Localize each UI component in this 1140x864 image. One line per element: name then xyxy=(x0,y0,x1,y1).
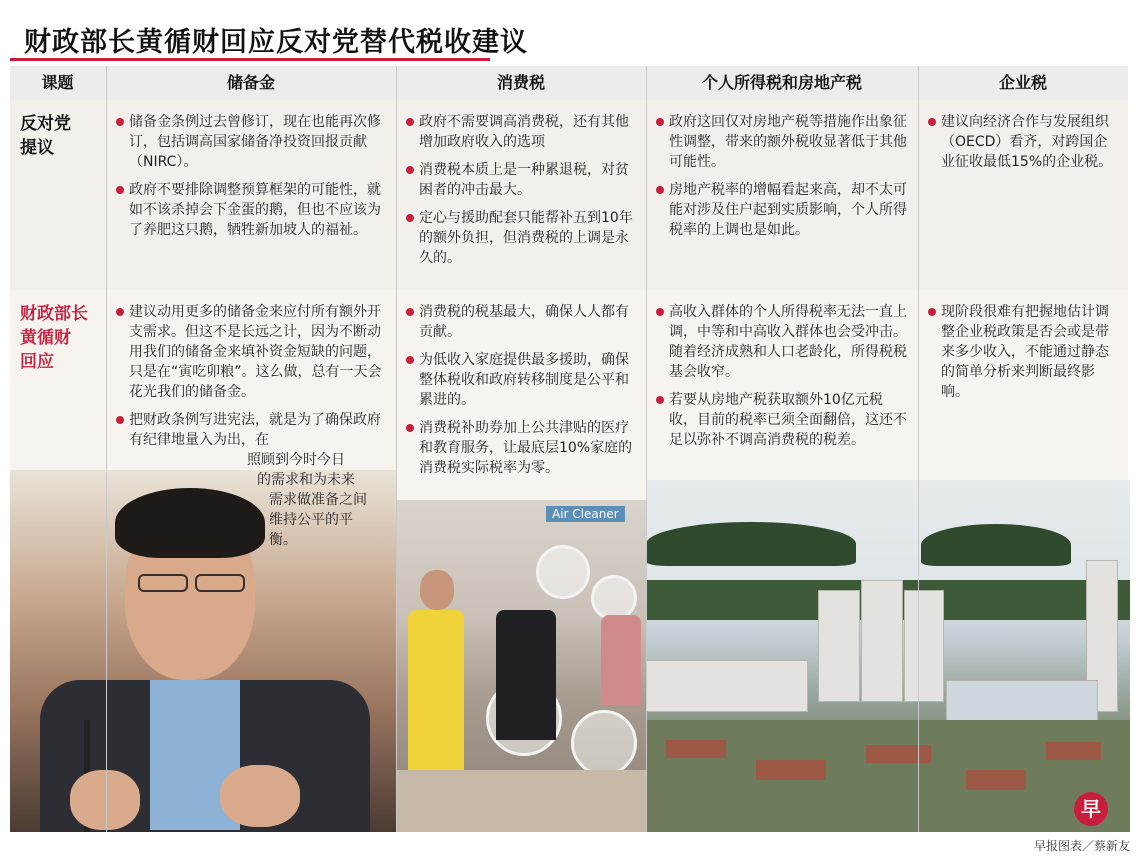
cell-minister-income-property xyxy=(656,302,908,458)
residential-area xyxy=(646,720,1130,832)
roof xyxy=(666,740,726,758)
list-item: 消费税补助券加上公共津贴的医疗和教育服务，让最底层10%家庭的消费税实际税率为零。 xyxy=(406,418,638,478)
list-item: 政府不要排除调整预算框架的可能性，就如不该杀掉会下金蛋的鹅，但也不应该为了养肥这只鹅，牺牲新加坡人的福祉。 xyxy=(116,180,386,240)
title-underline xyxy=(10,58,490,61)
column-divider xyxy=(918,66,919,832)
roof xyxy=(756,760,826,780)
roof xyxy=(866,745,931,763)
shopper-head xyxy=(420,570,454,610)
header-reserves: 储备金 xyxy=(226,73,275,92)
tower xyxy=(818,590,860,702)
header-income-property: 个人所得税和房地产税 xyxy=(701,73,862,92)
header-topic: 课题 xyxy=(41,73,74,92)
fan-icon xyxy=(536,545,590,599)
list-item: 高收入群体的个人所得税率无法一直上调，中等和中高收入群体也会受冲击。随着经济成熟和人口老龄化，所得税税基会收窄。 xyxy=(656,302,908,382)
list-item: 定心与援助配套只能帮补五到10年的额外负担，但消费税的上调是永久的。 xyxy=(406,208,638,268)
page-title: 财政部长黄循财回应反对党替代税收建议 xyxy=(24,27,528,58)
list-item: 储备金条例过去曾修订，现在也能再次修订，包括调高国家储备净投资回报贡献（NIRC）。 xyxy=(116,112,386,172)
credit-line: 早报图表／蔡新友 xyxy=(1033,839,1130,853)
list-item: 建议向经济合作与发展组织（OECD）看齐，对跨国企业征收最低15%的企业税。 xyxy=(928,112,1120,172)
minister-hand xyxy=(220,765,300,827)
list-item: 政府这回仅对房地产税等措施作出象征性调整，带来的额外税收显著低于其他可能性。 xyxy=(656,112,908,172)
cell-minister-gst xyxy=(406,302,638,486)
store-sign: Air Cleaner xyxy=(546,506,625,522)
cell-opposition-gst xyxy=(406,112,638,276)
glasses-icon xyxy=(138,574,188,592)
row-label-minister: 财政部长 黄循财 回应 xyxy=(20,304,88,372)
list-item: 建议动用更多的储备金来应付所有额外开支需求。但这不是长远之计，因为不断动用我们的储备金来填补资金短缺的问题，只是在“寅吃卯粮”。这么做，总有一天会花光我们的储备金。 xyxy=(116,302,386,402)
fan-icon xyxy=(571,710,637,776)
shopper-figure xyxy=(601,615,641,705)
list-item: 把财政条例写进宪法，就是为了确保政府有纪律地量入为出，在 照顾到今时今日 的需求和为未来 需求做准备之间 维持公平的平 衡。 xyxy=(116,410,386,550)
low-rise xyxy=(946,680,1098,722)
island xyxy=(921,524,1071,566)
cell-opposition-reserves xyxy=(116,112,386,248)
roof xyxy=(1046,742,1101,760)
shopper-figure xyxy=(408,610,464,770)
minister-hand xyxy=(70,770,140,830)
cell-opposition-income-property xyxy=(656,112,908,248)
cell-minister-reserves xyxy=(116,302,386,550)
list-item: 消费税本质上是一种累退税，对贫困者的冲击最大。 xyxy=(406,160,638,200)
list-item: 房地产税率的增幅看起来高，却不太可能对涉及住户起到实质影响，个人所得税率的上调也是如此。 xyxy=(656,180,908,240)
display-shelf xyxy=(396,770,646,832)
header-corporate: 企业税 xyxy=(998,73,1047,92)
photo-shopping-mall xyxy=(396,500,646,832)
photo-sentosa-skyline xyxy=(646,480,1130,832)
shopper-figure xyxy=(496,610,556,740)
list-item: 政府不需要调高消费税，还有其他增加政府收入的选项 xyxy=(406,112,638,152)
zaobao-logo: 早 xyxy=(1074,792,1108,826)
tower xyxy=(904,590,944,702)
table-header xyxy=(10,66,1128,101)
low-rise xyxy=(646,660,808,712)
cell-minister-corporate xyxy=(928,302,1120,410)
title-bar xyxy=(10,14,1130,58)
column-divider xyxy=(106,66,107,832)
roof xyxy=(966,770,1026,790)
row-label-opposition: 反对党 提议 xyxy=(20,114,71,158)
island xyxy=(646,522,856,566)
header-gst: 消费税 xyxy=(496,73,545,92)
column-divider xyxy=(396,66,397,832)
tower xyxy=(861,580,903,702)
cell-opposition-corporate xyxy=(928,112,1120,180)
glasses-icon xyxy=(195,574,245,592)
list-item: 为低收入家庭提供最多援助，确保整体税收和政府转移制度是公平和累进的。 xyxy=(406,350,638,410)
list-item: 消费税的税基最大，确保人人都有贡献。 xyxy=(406,302,638,342)
list-item: 现阶段很难有把握地估计调整企业税政策是否会或是带来多少收入，不能通过静态的简单分析来判断最终影响。 xyxy=(928,302,1120,402)
column-divider xyxy=(646,66,647,832)
list-item: 若要从房地产税获取额外10亿元税收，目前的税率已须全面翻倍，这还不足以弥补不调高消费税的税差。 xyxy=(656,390,908,450)
